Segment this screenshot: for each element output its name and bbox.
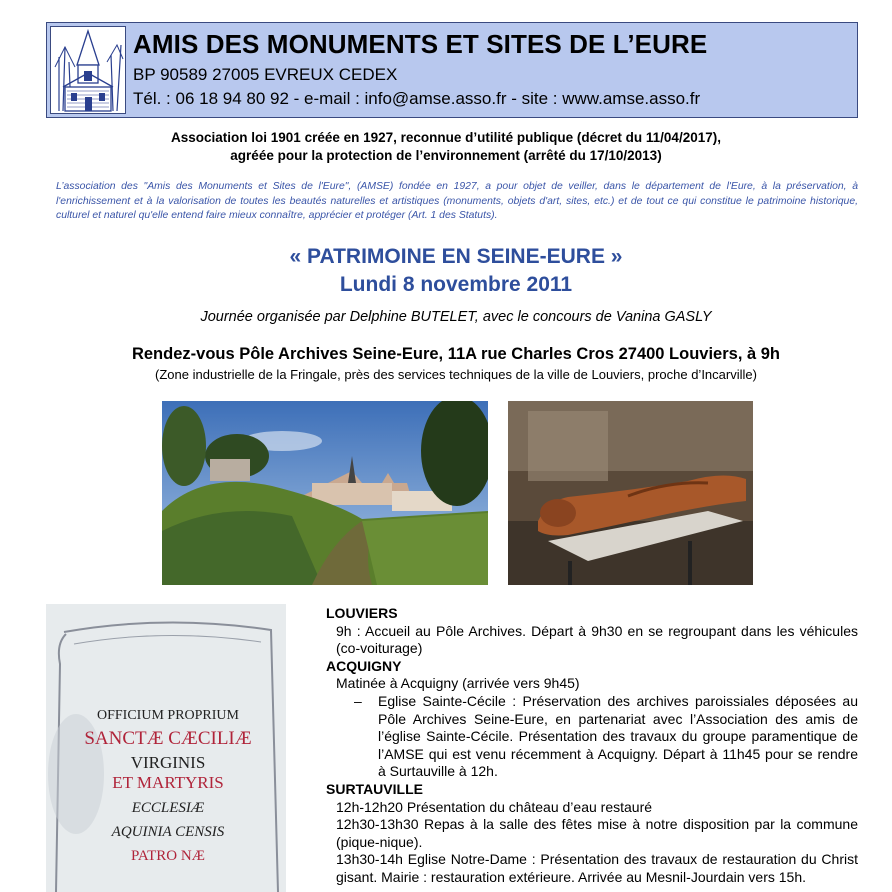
manuscript-line-1: OFFICIUM PROPRIUM xyxy=(97,708,239,723)
meeting-point: Rendez-vous Pôle Archives Seine-Eure, 11A rue Charles Cros 27400 Louviers, à 9h xyxy=(131,345,781,363)
castle-mound-photo xyxy=(162,401,488,585)
manuscript-line-7: PATRO NÆ xyxy=(130,848,206,864)
manuscript-line-5: ECCLESIÆ xyxy=(131,800,205,816)
manuscript-line-3: VIRGINIS xyxy=(130,753,206,772)
organisation-title: AMIS DES MONUMENTS ET SITES DE L’EURE xyxy=(133,29,708,59)
acquigny-church-text: Eglise Sainte-Cécile : Préservation des archives paroissiales déposées au Pôle Archives Seine-Eure, en partenariat avec l’Association des amis de l’église Sainte-Cécile. Présentation des travaux du groupe paramentique de l’AMSE qui est venu récemment à Acquigny. Départ à 11h45 pour se rendre à Surtauville à 12h. xyxy=(378,692,858,780)
list-dash: – xyxy=(354,692,362,709)
association-status-line-2: agréée pour la protection de l’environnement (arrêté du 17/10/2013) xyxy=(230,148,662,163)
surtauville-line-2: 12h30-13h30 Repas à la salle des fêtes mise à notre disposition par la commune (pique-nique). xyxy=(336,816,858,850)
louviers-heading: LOUVIERS xyxy=(326,605,398,621)
surtauville-line-1: 12h-12h20 Présentation du château d’eau restauré xyxy=(336,798,653,815)
louviers-line: 9h : Accueil au Pôle Archives. Départ à 9h30 en se regroupant dans les véhicules (co-voiturage) xyxy=(336,622,858,657)
christ-gisant-photo xyxy=(508,401,753,585)
manuscript-line-4: ET MARTYRIS xyxy=(112,773,224,792)
manuscript-line-6: AQUINIA CENSIS xyxy=(111,824,225,840)
association-purpose: L’association des "Amis des Monuments et Sites de l'Eure", (AMSE) fondée en 1927, a pour objet de veiller, dans le département de l'Eure, à la préservation, à l'enrichissement et à la valorisation de toutes les beautés naturelles et artistiques (monuments, objets d'art, sites, etc.) et de tout ce qui constitue le patrimoine historique, culturel et naturel qu'elle entend faire mieux connaître, apprécier et protéger (Art. 1 des Statuts). xyxy=(56,181,858,221)
event-date: Lundi 8 novembre 2011 xyxy=(339,273,573,296)
surtauville-line-3: 13h30-14h Eglise Notre-Dame : Présentation des travaux de restauration du Christ gisant. Mairie : restauration extérieure. Arrivée au Mesnil-Jourdain vers 15h. xyxy=(336,851,858,885)
association-status-line-1: Association loi 1901 créée en 1927, reconnue d’utilité publique (décret du 11/04/2017), xyxy=(171,130,721,145)
program xyxy=(326,605,858,887)
acquigny-line: Matinée à Acquigny (arrivée vers 9h45) xyxy=(336,675,580,692)
event-title: « PATRIMOINE EN SEINE-EURE » xyxy=(289,245,623,268)
manuscript-title-page-photo xyxy=(46,604,286,892)
church-logo-image xyxy=(50,26,126,114)
contact-line: Tél. : 06 18 94 80 92 - e-mail : info@amse.asso.fr - site : www.amse.asso.fr xyxy=(133,89,701,108)
postal-address: BP 90589 27005 EVREUX CEDEX xyxy=(133,65,398,84)
manuscript-line-2: SANCTÆ CÆCILIÆ xyxy=(84,728,252,749)
acquigny-heading: ACQUIGNY xyxy=(326,657,402,674)
event-organiser: Journée organisée par Delphine BUTELET, avec le concours de Vanina GASLY xyxy=(200,309,712,325)
meeting-point-note: (Zone industrielle de la Fringale, près des services techniques de la ville de Louviers, proche d’Incarville) xyxy=(155,367,757,382)
acquigny-church-item xyxy=(354,693,858,781)
surtauville-heading: SURTAUVILLE xyxy=(326,780,423,797)
header-box xyxy=(46,22,858,118)
